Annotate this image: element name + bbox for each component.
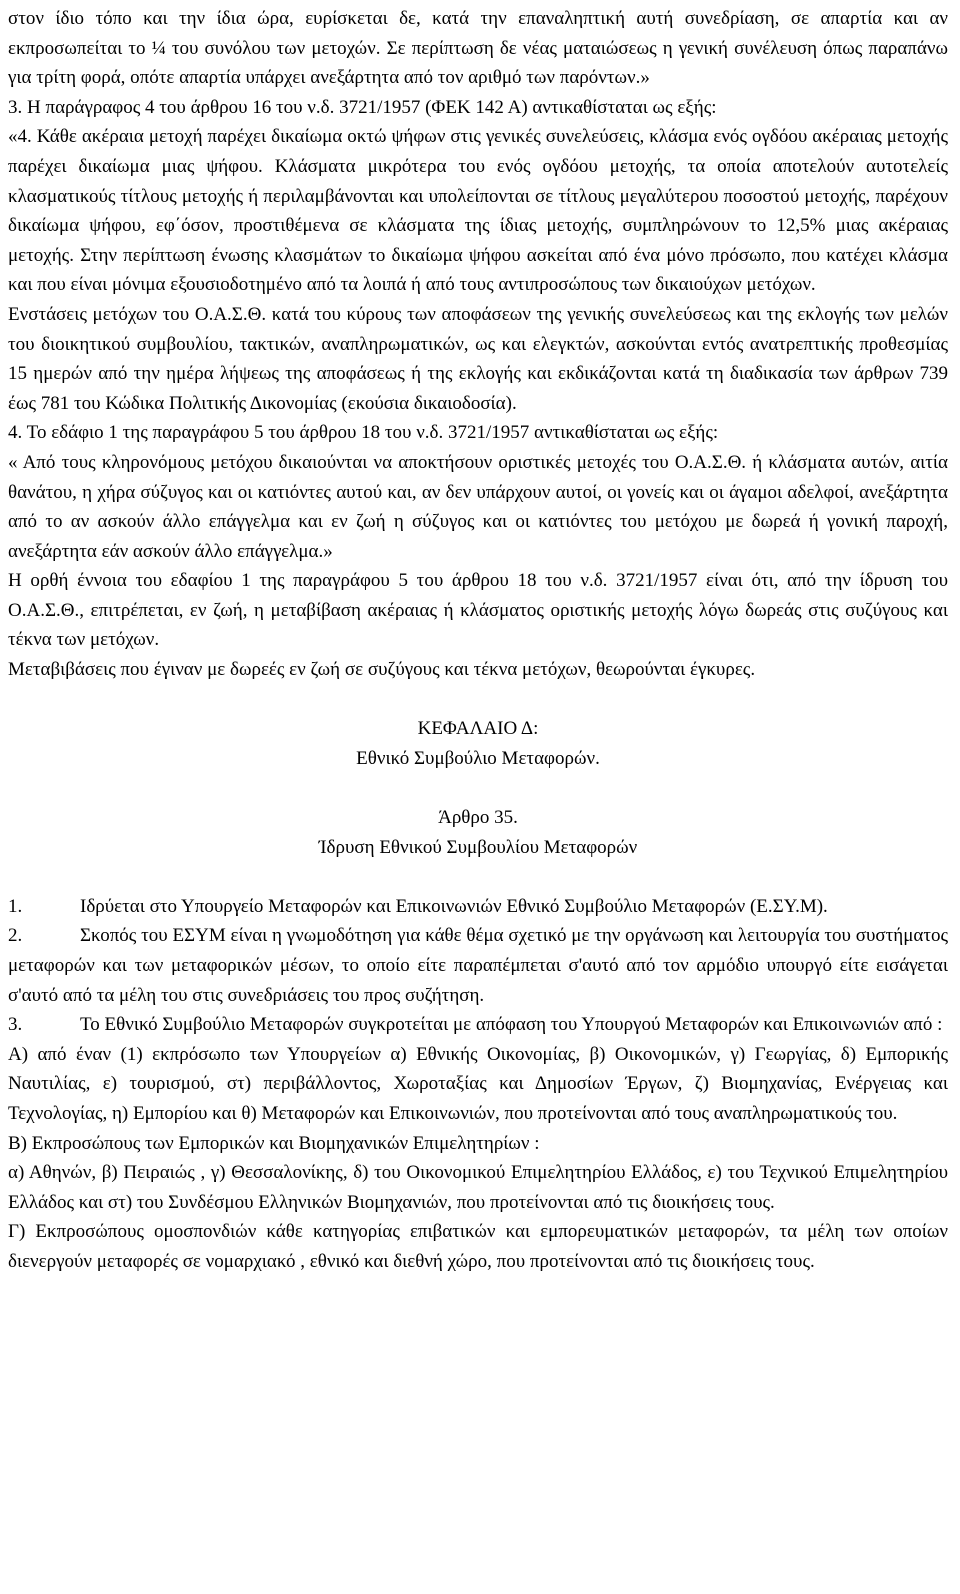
body-paragraph: « Από τους κληρονόμους μετόχου δικαιούνται να αποκτήσουν οριστικές μετοχές του Ο.Α.Σ.Θ. ή κλάσματα αυτών, αιτία θανάτου, η χήρα σύζυγος και οι κατιόντες αυτού και, αν δεν υπάρχουν αυτοί, οι γονείς και οι άγαμοι αδελφοί, ανεξάρτητα από το αν ασκούν άλλο επάγγελμα και εν ζωή η σύζυγος και οι κατιόντες του μετόχου με δωρεά ή γονική παροχή, ανεξάρτητα εάν ασκούν άλλο επάγγελμα.» [8, 451, 948, 562]
article-heading: Άρθρο 35. [438, 807, 518, 829]
body-paragraph: «4. Κάθε ακέραια μετοχή παρέχει δικαίωμα οκτώ ψήφων στις γενικές συνελεύσεις, κλάσμα ενός ογδόου ακέραιας μετοχής παρέχει δικαίωμα μιας ψήφου. Κλάσματα μικρότερα του ενός ογδόου μετοχής, τα οποία αποτελούν αυτοτελείς κλασματικούς τίτλους μετοχής ή περιλαμβάνονται και υπολείπονται σε τίτλους μεγαλύτερου ποσοστού μετοχής, παρέχουν δικαίωμα ψήφου, εφ΄όσον, προστιθέμενα σε κλάσματα της ίδιας μετοχής, συμπληρώνουν το 12,5% μιας ακέραιας μετοχής. Στην περίπτωση ένωσης κλασμάτων το δικαίωμα ψήφου ασκείται από ένα μόνο πρόσωπο, που κατέχει κλάσμα και που είναι μόνιμα εξουσιοδοτημένο από τα λοιπά ή από τους αντιπροσώπους των δικαιούχων μετόχων. [8, 126, 948, 296]
chapter-heading: ΚΕΦΑΛΑΙΟ Δ: [417, 718, 539, 740]
body-paragraph: 3. Η παράγραφος 4 του άρθρου 16 του ν.δ. 3721/1957 (ΦΕΚ 142 Α) αντικαθίσταται ως εξής: [8, 96, 717, 118]
numbered-item [8, 921, 948, 1010]
spacer [8, 685, 948, 715]
body-paragraph: Μεταβιβάσεις που έγιναν με δωρεές εν ζωή σε συζύγους και τέκνα μετόχων, θεωρούνται έγκυρες. [8, 659, 756, 681]
spacer [8, 862, 948, 892]
item-number: 1. [8, 895, 23, 917]
body-paragraph: 4. Το εδάφιο 1 της παραγράφου 5 του άρθρου 18 του ν.δ. 3721/1957 αντικαθίσταται ως εξής: [8, 422, 719, 444]
item-number: 3. [8, 1014, 23, 1036]
body-paragraph: α) Αθηνών, β) Πειραιώς , γ) Θεσσαλονίκης, δ) του Οικονομικού Επιμελητηρίου Ελλάδος, ε) του Τεχνικού Επιμελητηρίου Ελλάδος και στ) του Συνδέσμου Ελληνικών Βιομηχανιών, που προτείνονται από τις διοικήσεις τους. [8, 1162, 948, 1213]
item-text: Σκοπός του ΕΣΥΜ είναι η γνωμοδότηση για κάθε θέμα σχετικό με την οργάνωση και λειτουργία του συστήματος μεταφορών και των μεταφορικών μέσων, το οποίο είτε παραπέμπεται σ'αυτό από τον αρμόδιο υπουργό είτε εισάγεται σ'αυτό από τα μέλη του στις συνεδριάσεις του προς συζήτηση. [8, 925, 948, 1006]
body-paragraph: στον ίδιο τόπο και την ίδια ώρα, ευρίσκεται δε, κατά την επαναληπτική αυτή συνεδρίαση, σε απαρτία και αν εκπροσωπείται το ¼ του συνόλου των μετοχών. Σε περίπτωση δε νέας ματαιώσεως η γενική συνέλευση όπως παραπάνω για τρίτη φορά, οπότε απαρτία υπάρχει ανεξάρτητα από τον αριθμό των παρόντων.» [8, 8, 948, 89]
numbered-item [8, 892, 948, 922]
body-paragraph: Γ) Εκπροσώπους ομοσπονδιών κάθε κατηγορίας επιβατικών και εμπορευματικών μεταφορών, τα μέλη των οποίων διενεργούν μεταφορές σε νομαρχιακό , εθνικό και διεθνή χώρο, που προτείνονται από τις διοικήσεις τους. [8, 1221, 948, 1272]
item-text: Το Εθνικό Συμβούλιο Μεταφορών συγκροτείται με απόφαση του Υπουργού Μεταφορών και Επικοινωνιών από : [80, 1014, 943, 1036]
document-page [8, 4, 948, 1277]
spacer [8, 773, 948, 803]
body-paragraph: Β) Εκπροσώπους των Εμπορικών και Βιομηχανικών Επιμελητηρίων : [8, 1132, 540, 1154]
chapter-subtitle: Εθνικό Συμβούλιο Μεταφορών. [356, 747, 600, 769]
body-paragraph: Α) από έναν (1) εκπρόσωπο των Υπουργείων α) Εθνικής Οικονομίας, β) Οικονομικών, γ) Γεωργίας, δ) Εμπορικής Ναυτιλίας, ε) τουρισμού, στ) περιβάλλοντος, Χωροταξίας και Δημοσίων Έργων, ζ) Βιομηχανίας, Ενέργειας και Τεχνολογίας, η) Εμπορίου και θ) Μεταφορών και Επικοινωνιών, που προτείνονται από τους αναπληρωματικούς του. [8, 1043, 948, 1124]
article-subtitle: Ίδρυση Εθνικού Συμβουλίου Μεταφορών [318, 836, 638, 858]
item-number: 2. [8, 925, 23, 947]
body-paragraph: Η ορθή έννοια του εδαφίου 1 της παραγράφου 5 του άρθρου 18 του ν.δ. 3721/1957 είναι ότι, από την ίδρυση του Ο.Α.Σ.Θ., επιτρέπεται, εν ζωή, η μεταβίβαση ακέραιας ή κλάσματος οριστικής μετοχής λόγω δωρεάς στις συζύγους και τέκνα των μετόχων. [8, 570, 948, 651]
numbered-item [8, 1010, 948, 1040]
body-paragraph: Ενστάσεις μετόχων του Ο.Α.Σ.Θ. κατά του κύρους των αποφάσεων της γενικής συνελεύσεως και της εκλογής των μελών του διοικητικού συμβουλίου, τακτικών, αναπληρωματικών, ως και ελεγκτών, ασκούνται εντός ανατρεπτικής προθεσμίας 15 ημερών από την ημέρα λήψεως της αποφάσεως ή της εκλογής και εκδικάζονται κατά τη διαδικασία των άρθρων 739 έως 781 του Κώδικα Πολιτικής Δικονομίας (εκούσια δικαιοδοσία). [8, 303, 948, 414]
item-text: Ιδρύεται στο Υπουργείο Μεταφορών και Επικοινωνιών Εθνικό Συμβούλιο Μεταφορών (Ε.ΣΥ.Μ). [80, 895, 828, 917]
